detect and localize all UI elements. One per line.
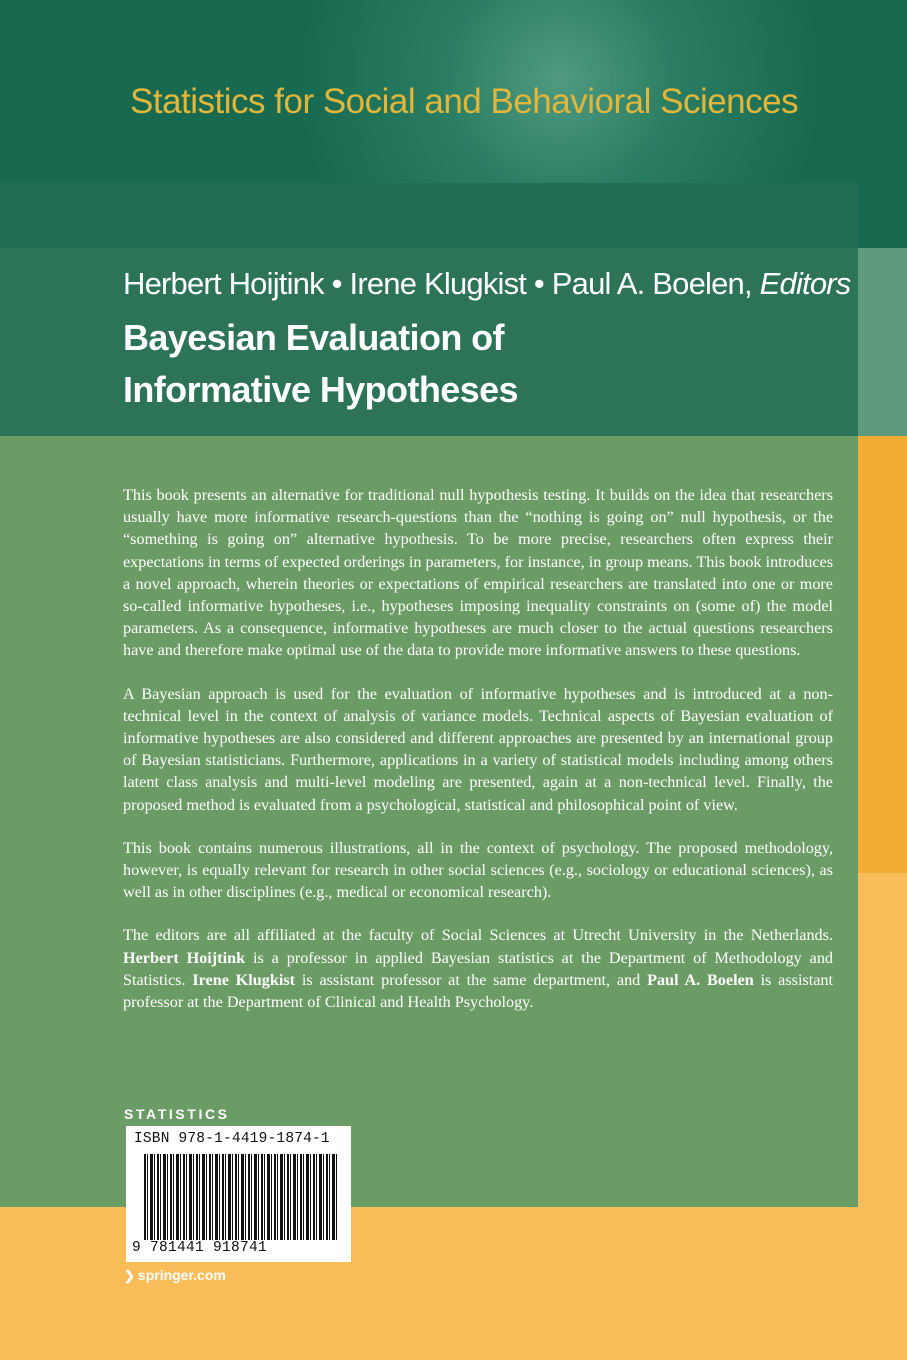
isbn-text: ISBN 978-1-4419-1874-1 [134,1131,330,1147]
series-title: Statistics for Social and Behavioral Sciences [130,82,799,121]
chevron-right-icon: ❯ [124,1268,135,1283]
barcode-box [126,1126,351,1262]
editors-affiliation: The editors are all affiliated at the faculty of Social Sciences at Utrecht University in the Netherlands. [123,926,833,945]
blurb-paragraph-1: This book presents an alternative for traditional null hypothesis testing. It builds on the idea that researchers usually have more informative research-questions than the “nothing is going on” null hypothesis, or the “something is going on” alternative hypothesis. To be more precise, researchers often express their expectations in terms of expected orderings in parameters, for instance, in group means. This book introduces a novel approach, wherein theories or expectations of empirical researchers are translated into one or more so-called informative hypotheses, i.e., hypotheses imposing inequality constraints on (some of) the model parameters. As a consequence, informative hypotheses are much closer to the actual questions researchers have and therefore make optimal use of the data to provide more informative answers to these questions. [123,486,833,660]
publisher-url: springer.com [137,1267,226,1283]
editor-names: Herbert Hoijtink • Irene Klugkist • Paul A. Boelen, [123,266,752,301]
editor-bio-1: is a professor in applied Bayesian statistics at the Department of Methodology and Statistics. [123,948,834,989]
editor-bio-2: is assistant professor at the same department, and [301,970,641,989]
ean-digits: 9 781441 918741 [132,1240,268,1256]
right-strip-orange [858,436,907,873]
book-title [123,312,518,416]
category-label: STATISTICS [124,1106,230,1122]
blurb-paragraph-2: A Bayesian approach is used for the evaluation of informative hypotheses and is introduced at a non-technical level in the context of analysis of variance models. Technical aspects of Bayesian evaluation of informative hypotheses are also considered and different approaches are presented by an international group of Bayesian statisticians. Furthermore, applications in a variety of statistical models including among others latent class analysis and multi-level modeling are presented, again at a non-technical level. Finally, the proposed method is evaluated from a psychological, statistical and philosophical point of view. [123,684,833,814]
editor-bio-3: is assistant professor at the Department of Clinical and Health Psychology. [123,970,834,1012]
editor-name-2: Irene Klugkist [192,970,296,989]
editor-name-1: Herbert Hoijtink [123,948,246,967]
book-title-line-2: Informative Hypotheses [123,369,518,410]
publisher-link [124,1267,226,1284]
editors-line [123,266,851,302]
barcode-bars [144,1154,339,1240]
back-cover-blurb [123,484,833,1034]
editors-role: Editors [759,266,851,301]
blurb-paragraph-4 [123,924,833,1013]
editor-name-3: Paul A. Boelen [647,970,754,989]
right-strip-top [858,248,907,436]
book-title-line-1: Bayesian Evaluation of [123,317,504,358]
blurb-paragraph-3: This book contains numerous illustrations, all in the context of psychology. The proposed methodology, however, is equally relevant for research in other social sciences (e.g., sociology or educational sciences), as well as in other disciplines (e.g., medical or economical research). [123,838,833,902]
